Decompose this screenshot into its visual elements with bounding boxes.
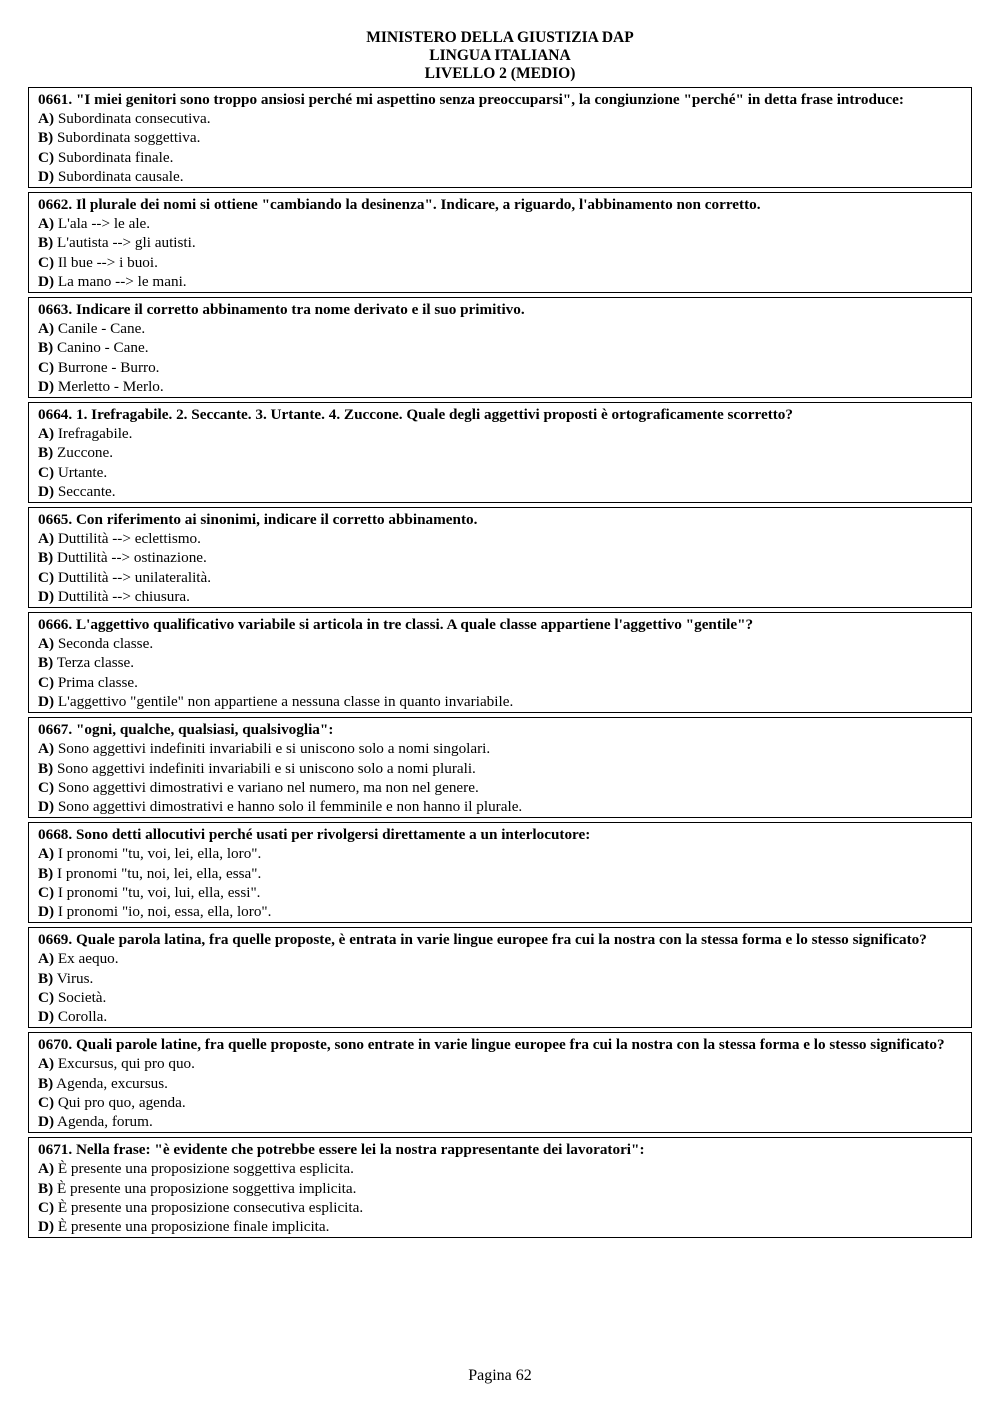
option-letter: A) <box>38 320 55 338</box>
option-text: Burrone - Burro. <box>57 358 160 376</box>
option-letter: B) <box>38 129 54 147</box>
option-text: Agenda, excursus. <box>56 1074 168 1092</box>
question-stem: 0664. 1. Irefragabile. 2. Seccante. 3. Urtante. 4. Zuccone. Quale degli aggettivi proposti è ortograficamente scorretto? <box>38 406 793 424</box>
question-stem: 0670. Quali parole latine, fra quelle proposte, sono entrate in varie lingue europee fra cui la nostra con la stessa forma e lo stesso significato? <box>38 1036 945 1054</box>
option-letter: B) <box>38 1074 54 1092</box>
question-stem: 0663. Indicare il corretto abbinamento tra nome derivato e il suo primitivo. <box>38 301 525 319</box>
option-text: L'aggettivo "gentile" non appartiene a nessuna classe in quanto invariabile. <box>57 692 514 710</box>
option-text: Qui pro quo, agenda. <box>57 1093 186 1111</box>
option-c <box>38 778 962 797</box>
option-letter: A) <box>38 740 55 758</box>
option-text: Duttilità --> eclettismo. <box>57 530 201 548</box>
option-b <box>38 653 962 672</box>
option-text: Subordinata soggettiva. <box>56 129 201 147</box>
question-block-0666 <box>28 612 972 713</box>
option-a <box>38 844 962 863</box>
option-b <box>38 759 962 778</box>
option-b <box>38 233 962 252</box>
option-letter: D) <box>38 1217 55 1235</box>
option-b <box>38 338 962 357</box>
option-d <box>38 1112 962 1131</box>
option-text: È presente una proposizione finale implicita. <box>57 1217 330 1235</box>
option-letter: C) <box>38 568 55 586</box>
option-letter: A) <box>38 1055 55 1073</box>
option-text: È presente una proposizione consecutiva esplicita. <box>57 1198 364 1216</box>
option-text: Canino - Cane. <box>56 339 149 357</box>
question-stem: 0668. Sono detti allocutivi perché usati per rivolgersi direttamente a un interlocutore: <box>38 826 591 844</box>
option-text: Ex aequo. <box>57 950 119 968</box>
question-list <box>28 87 972 1242</box>
option-d <box>38 167 962 186</box>
option-letter: A) <box>38 1160 55 1178</box>
option-b <box>38 443 962 462</box>
option-text: Subordinata finale. <box>57 148 174 166</box>
option-text: Sono aggettivi indefiniti invariabili e si uniscono solo a nomi plurali. <box>56 759 476 777</box>
option-text: I pronomi "io, noi, essa, ella, loro". <box>57 902 272 920</box>
option-text: Seconda classe. <box>57 635 154 653</box>
option-a <box>38 739 962 758</box>
subject-title: LINGUA ITALIANA <box>429 47 571 64</box>
option-a <box>38 424 962 443</box>
document-header <box>0 29 1000 83</box>
option-letter: B) <box>38 549 54 567</box>
option-c <box>38 1198 962 1217</box>
option-text: È presente una proposizione soggettiva implicita. <box>56 1179 357 1197</box>
option-letter: C) <box>38 1198 55 1216</box>
option-c <box>38 358 962 377</box>
option-letter: D) <box>38 167 55 185</box>
option-letter: D) <box>38 1112 55 1130</box>
option-a <box>38 949 962 968</box>
option-text: Irefragabile. <box>57 425 133 443</box>
option-text: I pronomi "tu, noi, lei, ella, essa". <box>56 864 262 882</box>
question-block-0663 <box>28 297 972 398</box>
question-stem: 0666. L'aggettivo qualificativo variabile si articola in tre classi. A quale classe appartiene l'aggettivo "gentile"? <box>38 616 754 634</box>
option-b <box>38 864 962 883</box>
option-text: Sono aggettivi indefiniti invariabili e si uniscono solo a nomi singolari. <box>57 740 491 758</box>
option-c <box>38 253 962 272</box>
option-letter: A) <box>38 425 55 443</box>
option-text: Agenda, forum. <box>57 1112 153 1130</box>
question-stem: 0662. Il plurale dei nomi si ottiene "cambiando la desinenza". Indicare, a riguardo, l'abbinamento non corretto. <box>38 196 761 214</box>
option-text: Subordinata causale. <box>57 167 184 185</box>
option-d <box>38 587 962 606</box>
option-letter: C) <box>38 253 55 271</box>
option-letter: A) <box>38 215 55 233</box>
option-b <box>38 548 962 567</box>
option-c <box>38 1093 962 1112</box>
option-letter: B) <box>38 444 54 462</box>
option-letter: D) <box>38 272 55 290</box>
question-block-0671 <box>28 1137 972 1238</box>
option-letter: C) <box>38 988 55 1006</box>
option-b <box>38 128 962 147</box>
question-stem: 0661. "I miei genitori sono troppo ansiosi perché mi aspettino senza preoccuparsi", la congiunzione "perché" in detta frase introduce: <box>38 91 904 108</box>
option-letter: C) <box>38 148 55 166</box>
option-text: Subordinata consecutiva. <box>57 110 211 128</box>
option-a <box>38 1054 962 1073</box>
option-b <box>38 969 962 988</box>
question-block-0669 <box>28 927 972 1028</box>
option-text: Canile - Cane. <box>57 320 146 338</box>
option-letter: D) <box>38 587 55 605</box>
option-b <box>38 1179 962 1198</box>
option-letter: C) <box>38 1093 55 1111</box>
option-text: Urtante. <box>57 463 108 481</box>
option-text: Sono aggettivi dimostrativi e hanno solo il femminile e non hanno il plurale. <box>57 797 523 815</box>
option-d <box>38 692 962 711</box>
option-letter: A) <box>38 950 55 968</box>
option-text: Duttilità --> ostinazione. <box>56 549 207 567</box>
option-letter: D) <box>38 482 55 500</box>
option-a <box>38 109 962 128</box>
question-stem: 0669. Quale parola latina, fra quelle proposte, è entrata in varie lingue europee fra cui la nostra con la stessa forma e lo stesso significato? <box>38 931 927 949</box>
option-d <box>38 482 962 501</box>
page-number: Pagina 62 <box>468 1367 532 1384</box>
option-d <box>38 797 962 816</box>
option-text: Il bue --> i buoi. <box>57 253 158 271</box>
option-letter: D) <box>38 902 55 920</box>
option-letter: B) <box>38 339 54 357</box>
option-c <box>38 988 962 1007</box>
option-text: Duttilità --> unilateralità. <box>57 568 212 586</box>
option-letter: D) <box>38 692 55 710</box>
question-stem: 0665. Con riferimento ai sinonimi, indicare il corretto abbinamento. <box>38 511 478 529</box>
option-letter: A) <box>38 845 55 863</box>
option-text: Merletto - Merlo. <box>57 377 164 395</box>
level-title: LIVELLO 2 (MEDIO) <box>424 65 576 82</box>
option-letter: B) <box>38 759 54 777</box>
option-text: Prima classe. <box>57 673 138 691</box>
option-c <box>38 673 962 692</box>
option-a <box>38 529 962 548</box>
option-b <box>38 1074 962 1093</box>
option-text: Seccante. <box>57 482 116 500</box>
option-letter: C) <box>38 463 55 481</box>
option-letter: B) <box>38 969 54 987</box>
option-text: Duttilità --> chiusura. <box>57 587 190 605</box>
option-a <box>38 319 962 338</box>
option-a <box>38 634 962 653</box>
question-block-0662 <box>28 192 972 293</box>
option-letter: D) <box>38 1007 55 1025</box>
option-d <box>38 1217 962 1236</box>
option-a <box>38 1159 962 1178</box>
option-text: È presente una proposizione soggettiva esplicita. <box>57 1160 354 1178</box>
option-c <box>38 568 962 587</box>
option-text: Excursus, qui pro quo. <box>57 1055 195 1073</box>
question-block-0668 <box>28 822 972 923</box>
option-d <box>38 377 962 396</box>
question-stem: 0671. Nella frase: "è evidente che potrebbe essere lei la nostra rappresentante dei lavoratori": <box>38 1141 645 1159</box>
option-text: Zuccone. <box>56 444 114 462</box>
question-block-0665 <box>28 507 972 608</box>
option-text: Sono aggettivi dimostrativi e variano nel numero, ma non nel genere. <box>57 778 479 796</box>
option-d <box>38 272 962 291</box>
option-letter: A) <box>38 530 55 548</box>
question-block-0661 <box>28 87 972 188</box>
option-c <box>38 883 962 902</box>
option-letter: B) <box>38 234 54 252</box>
option-letter: B) <box>38 864 54 882</box>
question-block-0667 <box>28 717 972 818</box>
option-letter: B) <box>38 1179 54 1197</box>
option-text: La mano --> le mani. <box>57 272 187 290</box>
option-text: I pronomi "tu, voi, lui, ella, essi". <box>57 883 261 901</box>
option-letter: C) <box>38 883 55 901</box>
option-letter: A) <box>38 635 55 653</box>
option-letter: B) <box>38 654 54 672</box>
option-letter: C) <box>38 778 55 796</box>
option-text: L'autista --> gli autisti. <box>56 234 196 252</box>
option-letter: A) <box>38 110 55 128</box>
question-block-0664 <box>28 402 972 503</box>
option-a <box>38 214 962 233</box>
option-c <box>38 148 962 167</box>
ministry-title: MINISTERO DELLA GIUSTIZIA DAP <box>366 29 634 46</box>
question-block-0670 <box>28 1032 972 1133</box>
option-text: Terza classe. <box>56 654 135 672</box>
option-text: I pronomi "tu, voi, lei, ella, loro". <box>57 845 262 863</box>
option-letter: D) <box>38 797 55 815</box>
option-letter: C) <box>38 358 55 376</box>
option-text: L'ala --> le ale. <box>57 215 151 233</box>
question-stem: 0667. "ogni, qualche, qualsiasi, qualsivoglia": <box>38 721 334 739</box>
option-d <box>38 902 962 921</box>
option-text: Corolla. <box>57 1007 108 1025</box>
option-letter: D) <box>38 377 55 395</box>
option-text: Virus. <box>56 969 94 987</box>
option-c <box>38 463 962 482</box>
option-d <box>38 1007 962 1026</box>
option-letter: C) <box>38 673 55 691</box>
option-text: Società. <box>57 988 107 1006</box>
